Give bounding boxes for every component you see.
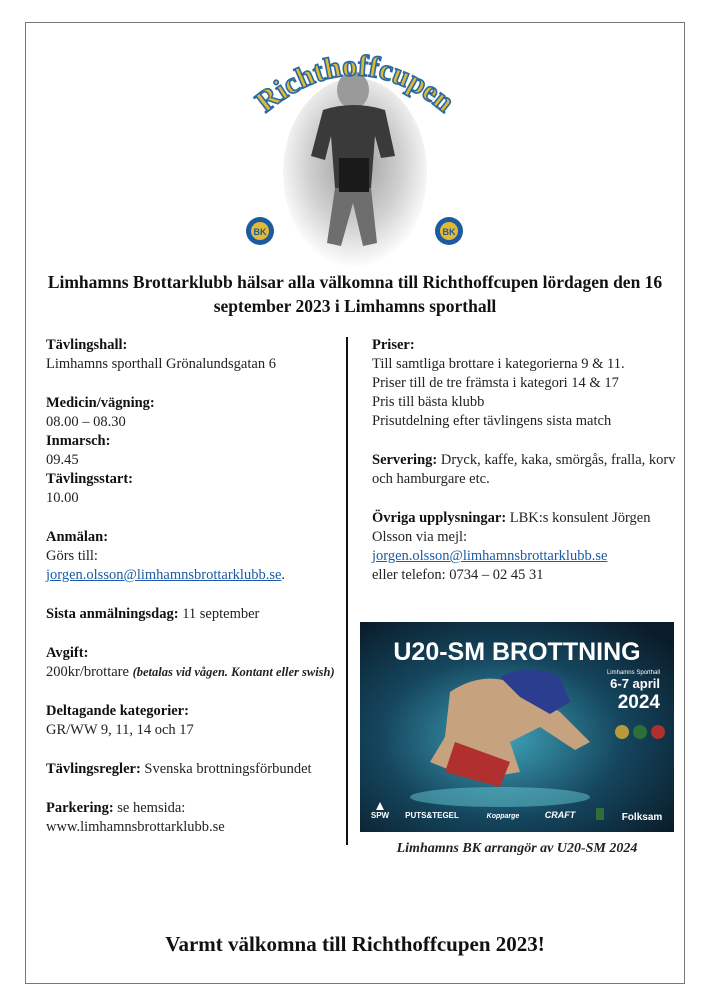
u20-sm-poster — [360, 622, 674, 832]
categories-value: GR/WW 9, 11, 14 och 17 — [46, 722, 194, 738]
sponsor-folksam: Folksam — [621, 812, 663, 823]
rules-label: Tävlingsregler: — [46, 761, 141, 777]
parking-url: www.limhamnsbrottarklubb.se — [46, 819, 225, 835]
sponsor-flag-icon — [596, 808, 604, 820]
hall-label: Tävlingshall: — [46, 337, 128, 353]
poster-year: 2024 — [617, 692, 660, 713]
parking-label: Parkering: — [46, 800, 114, 816]
start-value: 10.00 — [46, 490, 79, 506]
info-phone: eller telefon: 0734 – 02 45 31 — [372, 567, 544, 583]
emblem-1-icon — [615, 725, 629, 739]
prizes-label: Priser: — [372, 337, 415, 353]
weigh-value: 08.00 – 08.30 — [46, 414, 126, 430]
svg-text:BK: BK — [442, 227, 456, 237]
sponsor-puts-tegel: PUTS&TEGEL — [405, 811, 459, 820]
fee-value: 200kr/brottare — [46, 664, 129, 680]
richthoffcupen-logo — [235, 38, 475, 268]
weigh-label: Medicin/vägning: — [46, 395, 155, 411]
info-label: Övriga upplysningar: — [372, 510, 507, 526]
info-email-link[interactable]: jorgen.olsson@limhamnsbrottarklubb.se — [372, 548, 608, 564]
column-divider — [346, 337, 348, 845]
footer-welcome: Varmt välkomna till Richthoffcupen 2023! — [165, 932, 545, 956]
poster-dates: 6-7 april — [610, 676, 660, 691]
poster-title: U20-SM BROTTNING — [393, 638, 641, 666]
logo-title: Richthoffcupen — [249, 49, 461, 119]
poster-venue: Limhamns Sporthall — [606, 670, 660, 676]
registration-email-link[interactable]: jorgen.olsson@limhamnsbrottarklubb.se — [46, 567, 282, 583]
start-label: Tävlingsstart: — [46, 471, 133, 487]
lbk-badge-left-icon — [246, 217, 274, 245]
rules-value: Svenska brottningsförbundet — [144, 761, 312, 777]
registration-email-suffix: . — [281, 567, 286, 583]
lbk-badge-right-icon — [435, 217, 463, 245]
emblem-3-icon — [651, 725, 665, 739]
march-value: 09.45 — [46, 452, 79, 468]
prizes-line: Till samtliga brottare i kategorierna 9 & 11. — [372, 356, 625, 372]
left-column — [46, 336, 336, 857]
serving-label: Servering: — [372, 452, 438, 468]
emblem-2-icon — [633, 725, 647, 739]
sponsor-craft: CRAFT — [544, 810, 576, 820]
registration-label: Anmälan: — [46, 529, 109, 545]
fee-label: Avgift: — [46, 645, 89, 661]
intro-heading: Limhamns Brottarklubb hälsar alla välkomna till Richthoffcupen lördagen den 16 september 2023 i Limhamns sporthall — [47, 272, 663, 316]
poster-caption: Limhamns BK arrangör av U20-SM 2024 — [396, 841, 638, 856]
sponsor-kopparge: Kopparge — [486, 813, 520, 820]
fee-note: (betalas vid vågen. Kontant eller swish) — [132, 665, 335, 679]
parking-value: se hemsida: — [117, 800, 186, 816]
categories-label: Deltagande kategorier: — [46, 703, 189, 719]
march-label: Inmarsch: — [46, 433, 111, 449]
svg-text:BK: BK — [253, 227, 267, 237]
prizes-line: Prisutdelning efter tävlingens sista match — [372, 413, 612, 429]
deadline-value: 11 september — [182, 606, 260, 622]
right-column — [372, 336, 682, 605]
hall-value: Limhamns sporthall Grönalundsgatan 6 — [46, 356, 276, 372]
registration-value: Görs till: — [46, 548, 98, 564]
prizes-line: Priser till de tre främsta i kategori 14 & 17 — [372, 375, 619, 391]
info-value: LBK:s konsulent Jörgen Olsson via mejl: — [372, 510, 651, 545]
sponsor-spw: SPW — [370, 811, 390, 820]
serving-value: Dryck, kaffe, kaka, smörgås, fralla, korv och hamburgare etc. — [372, 452, 676, 487]
deadline-label: Sista anmälningsdag: — [46, 606, 179, 622]
prizes-line: Pris till bästa klubb — [372, 394, 485, 410]
